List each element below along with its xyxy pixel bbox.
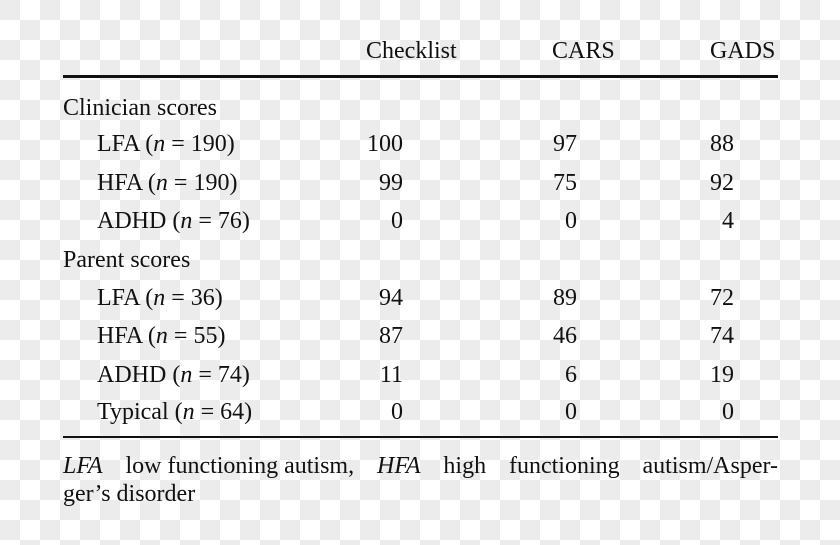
column-header-checklist: Checklist (366, 38, 457, 64)
cell-checklist: 94 (379, 285, 403, 311)
footnote-line-1 (63, 452, 778, 480)
row-label: LFA (n = 190) (97, 131, 235, 157)
row-label: LFA (n = 36) (97, 285, 223, 311)
abbr-lfa: LFA (63, 453, 103, 479)
row-label: HFA (n = 55) (97, 323, 226, 349)
footnote-word: functioning (508, 453, 620, 479)
cell-gads: 0 (722, 399, 734, 425)
cell-gads: 92 (710, 170, 734, 196)
cell-checklist: 87 (379, 323, 403, 349)
cell-checklist: 0 (391, 399, 403, 425)
footnote-def-lfa: low functioning autism, (125, 453, 355, 479)
cell-cars: 6 (565, 362, 577, 388)
footnote-line-2: ger’s disorder (63, 481, 196, 507)
cell-gads: 19 (710, 362, 734, 388)
row-label: HFA (n = 190) (97, 170, 238, 196)
cell-cars: 0 (565, 399, 577, 425)
abbr-hfa: HFA (376, 453, 421, 479)
row-label: ADHD (n = 76) (97, 208, 250, 234)
cell-cars: 0 (565, 208, 577, 234)
cell-cars: 46 (553, 323, 577, 349)
cell-checklist: 99 (379, 170, 403, 196)
cell-checklist: 11 (379, 362, 403, 388)
column-header-gads: GADS (710, 38, 776, 64)
cell-checklist: 100 (367, 131, 403, 157)
bottom-rule (63, 436, 778, 438)
column-header-cars: CARS (552, 38, 615, 64)
cell-gads: 74 (710, 323, 734, 349)
cell-gads: 4 (722, 208, 734, 234)
group-label-clinician: Clinician scores (63, 95, 217, 121)
footnote-word: autism/Asper- (642, 453, 778, 479)
cell-gads: 88 (710, 131, 734, 157)
top-rule (63, 75, 778, 78)
row-label: Typical (n = 64) (97, 399, 253, 425)
row-label: ADHD (n = 74) (97, 362, 250, 388)
cell-checklist: 0 (391, 208, 403, 234)
cell-gads: 72 (710, 285, 734, 311)
cell-cars: 97 (553, 131, 577, 157)
footnote-word: high (443, 453, 487, 479)
cell-cars: 89 (553, 285, 577, 311)
group-label-parent: Parent scores (63, 247, 191, 273)
table-footnote (63, 452, 778, 508)
cell-cars: 75 (553, 170, 577, 196)
